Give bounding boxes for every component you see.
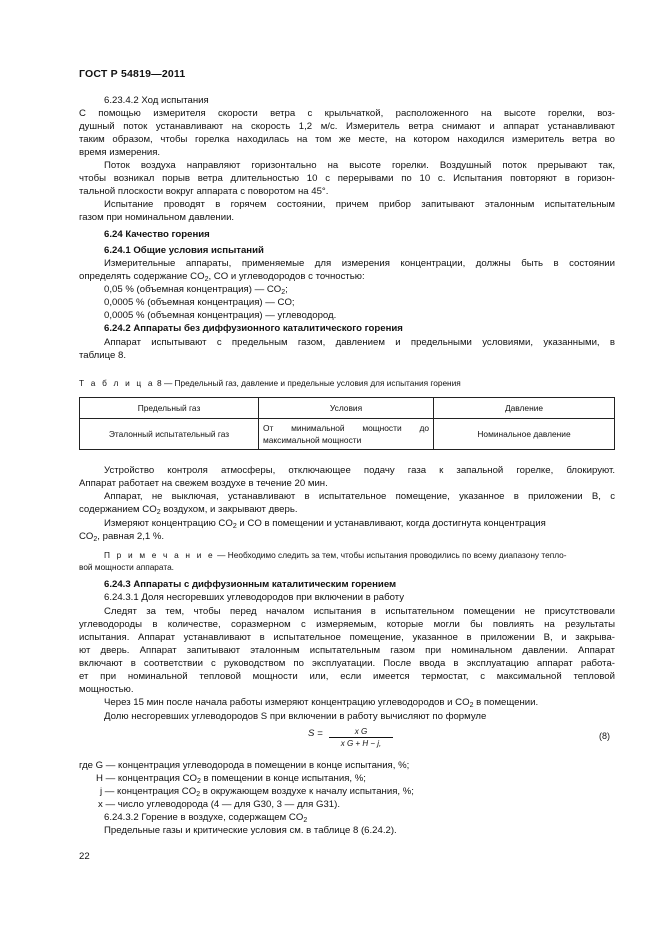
paragraph-line: ют дверь. Аппарат запитывают эталонным испытательным газом при номинальном давлении. Аппарат (79, 645, 615, 656)
paragraph-line: определять содержание $CO_2$, CO и углеводородов с точностью: (79, 271, 365, 283)
table-cell: Эталонный испытательный газ (80, 419, 259, 450)
table-header-cell: Предельный газ (80, 398, 259, 419)
page-number: 22 (79, 851, 90, 862)
paragraph-line: 0,0005 % (объемная концентрация) — углеводород. (104, 310, 337, 321)
paragraph-line: Аппарат, не выключая, устанавливают в испытательное помещение, указанное в приложении В, с (104, 491, 615, 502)
paragraph-line: 0,0005 % (объемная концентрация) — CO; (104, 297, 295, 308)
paragraph-line: Испытание проводят в горячем состоянии, причем прибор запитывают эталонным испытательным (104, 199, 615, 210)
section-heading: 6.23.4.2 Ход испытания (104, 95, 209, 106)
variable-definition: x — число углеводорода (4 — для G30, 3 — для G31). (98, 799, 340, 810)
paragraph-line: время измерения. (79, 147, 161, 158)
paragraph-line: испытания. Аппарат устанавливают в испытательное помещение, указанное в приложении В, и закрыва- (79, 632, 615, 643)
note: П р и м е ч а н и е — Необходимо следить за тем, чтобы испытания проводились по всему диапазону тепло- (104, 550, 567, 560)
paragraph-line: С помощью измерителя скорости ветра с крыльчаткой, расположенного на высоте горелки, воз- (79, 108, 615, 119)
paragraph-line: $CO_2$, равная 2,1 %. (79, 531, 165, 543)
paragraph-line: Аппарат испытывают с предельным газом, давлением и предельными условиями, указанными, в (104, 337, 615, 348)
section-heading: 6.24.1 Общие условия испытаний (104, 245, 264, 256)
paragraph-line: Предельные газы и критические условия см. в таблице 8 (6.24.2). (104, 825, 397, 836)
paragraph-line: содержанием $CO_2$ воздухом, и закрывают дверь. (79, 504, 298, 516)
paragraph-line: тальной плоскости вокруг аппарата с поворотом на 45°. (79, 186, 329, 197)
variable-definition: H — концентрация $CO_2$ в помещении в конце испытания, %; (96, 773, 366, 785)
table-header-cell: Давление (434, 398, 615, 419)
section-heading: 6.24.3 Аппараты с диффузионным каталитическим горением (104, 579, 397, 590)
section-heading: 6.24 Качество горения (104, 229, 210, 240)
paragraph-line: чтобы возникал порыв ветра длительностью 10 с перерывами по 10 с. Испытания повторяют в горизон- (79, 173, 615, 184)
paragraph-line: таким образом, чтобы горелка находилась на том же месте, на котором находился измеритель ветра во (79, 134, 615, 145)
paragraph-line: 0,05 % (объемная концентрация) — $CO_2$; (104, 284, 288, 296)
formula-number: (8) (599, 731, 610, 741)
paragraph-line: душный поток устанавливают на скорость 1,2 м/с. Измеритель ветра снимают и аппарат устанавливают (79, 121, 615, 132)
table-cell: Номинальное давление (434, 419, 615, 450)
document-header: ГОСТ Р 54819—2011 (79, 68, 186, 80)
paragraph-line: ет при номинальной тепловой мощности или, если имеется термостат, с максимальной тепловой (79, 671, 615, 682)
paragraph-line: Устройство контроля атмосферы, отключающее подачу газа к запальной горелке, блокируют. (104, 465, 615, 476)
paragraph-line: Измерительные аппараты, применяемые для измерения концентрации, должны быть в состоянии (104, 258, 615, 269)
section-heading: 6.24.2 Аппараты без диффузионного каталитического горения (104, 323, 403, 334)
variable-definition: где G — концентрация углеводорода в помещении в конце испытания, %; (79, 760, 410, 771)
section-heading: 6.24.3.1 Доля несгоревших углеводородов при включении в работу (104, 592, 404, 603)
paragraph-line: Через 15 мин после начала работы измеряют концентрацию углеводородов и $CO_2$ в помещении. (104, 697, 539, 709)
paragraph-line: Следят за тем, чтобы перед началом испытания в испытательном помещении не присутствовали (104, 606, 615, 617)
paragraph-line: углеводороды в количестве, соразмерном с измеряемым, которые могли бы повлиять на результаты (79, 619, 615, 630)
formula: S = (308, 728, 323, 739)
section-heading: 6.24.3.2 Горение в воздухе, содержащем $CO_2$ (104, 812, 308, 824)
paragraph-line: Измеряют концентрацию $CO_2$ и CO в помещении и устанавливают, когда достигнута концентрация (104, 518, 546, 530)
paragraph-line: включают в соответствии с руководством по эксплуатации. После ввода в эксплуатацию аппарат работа- (79, 658, 615, 669)
table-cell: От минимальной мощности до максимальной мощности (259, 419, 434, 450)
paragraph-line: Поток воздуха направляют горизонтально на высоте горелки. Воздушный поток прерывают так, (104, 160, 615, 171)
table-caption: Т а б л и ц а 8 — Предельный газ, давление и предельные условия для испытания горения (79, 378, 461, 388)
table-row (80, 419, 615, 450)
paragraph-line: мощностью. (79, 684, 134, 695)
paragraph-line: таблице 8. (79, 350, 127, 361)
table-8 (79, 397, 615, 450)
paragraph-line: газом при номинальном давлении. (79, 212, 235, 223)
paragraph-line: Аппарат работает на свежем воздухе в течение 20 мин. (79, 478, 328, 489)
table-header-cell: Условия (259, 398, 434, 419)
paragraph-line: Долю несгоревших углеводородов S при включении в работу вычисляют по формуле (104, 711, 487, 722)
formula-fraction: $\frac{\text{x G}}{\text{x G + H − j,}}$ (329, 727, 393, 748)
variable-definition: j — концентрация $CO_2$ в окружающем воздухе к началу испытания, %; (100, 786, 414, 798)
table-header-row (80, 398, 615, 419)
note: вой мощности аппарата. (79, 562, 174, 572)
